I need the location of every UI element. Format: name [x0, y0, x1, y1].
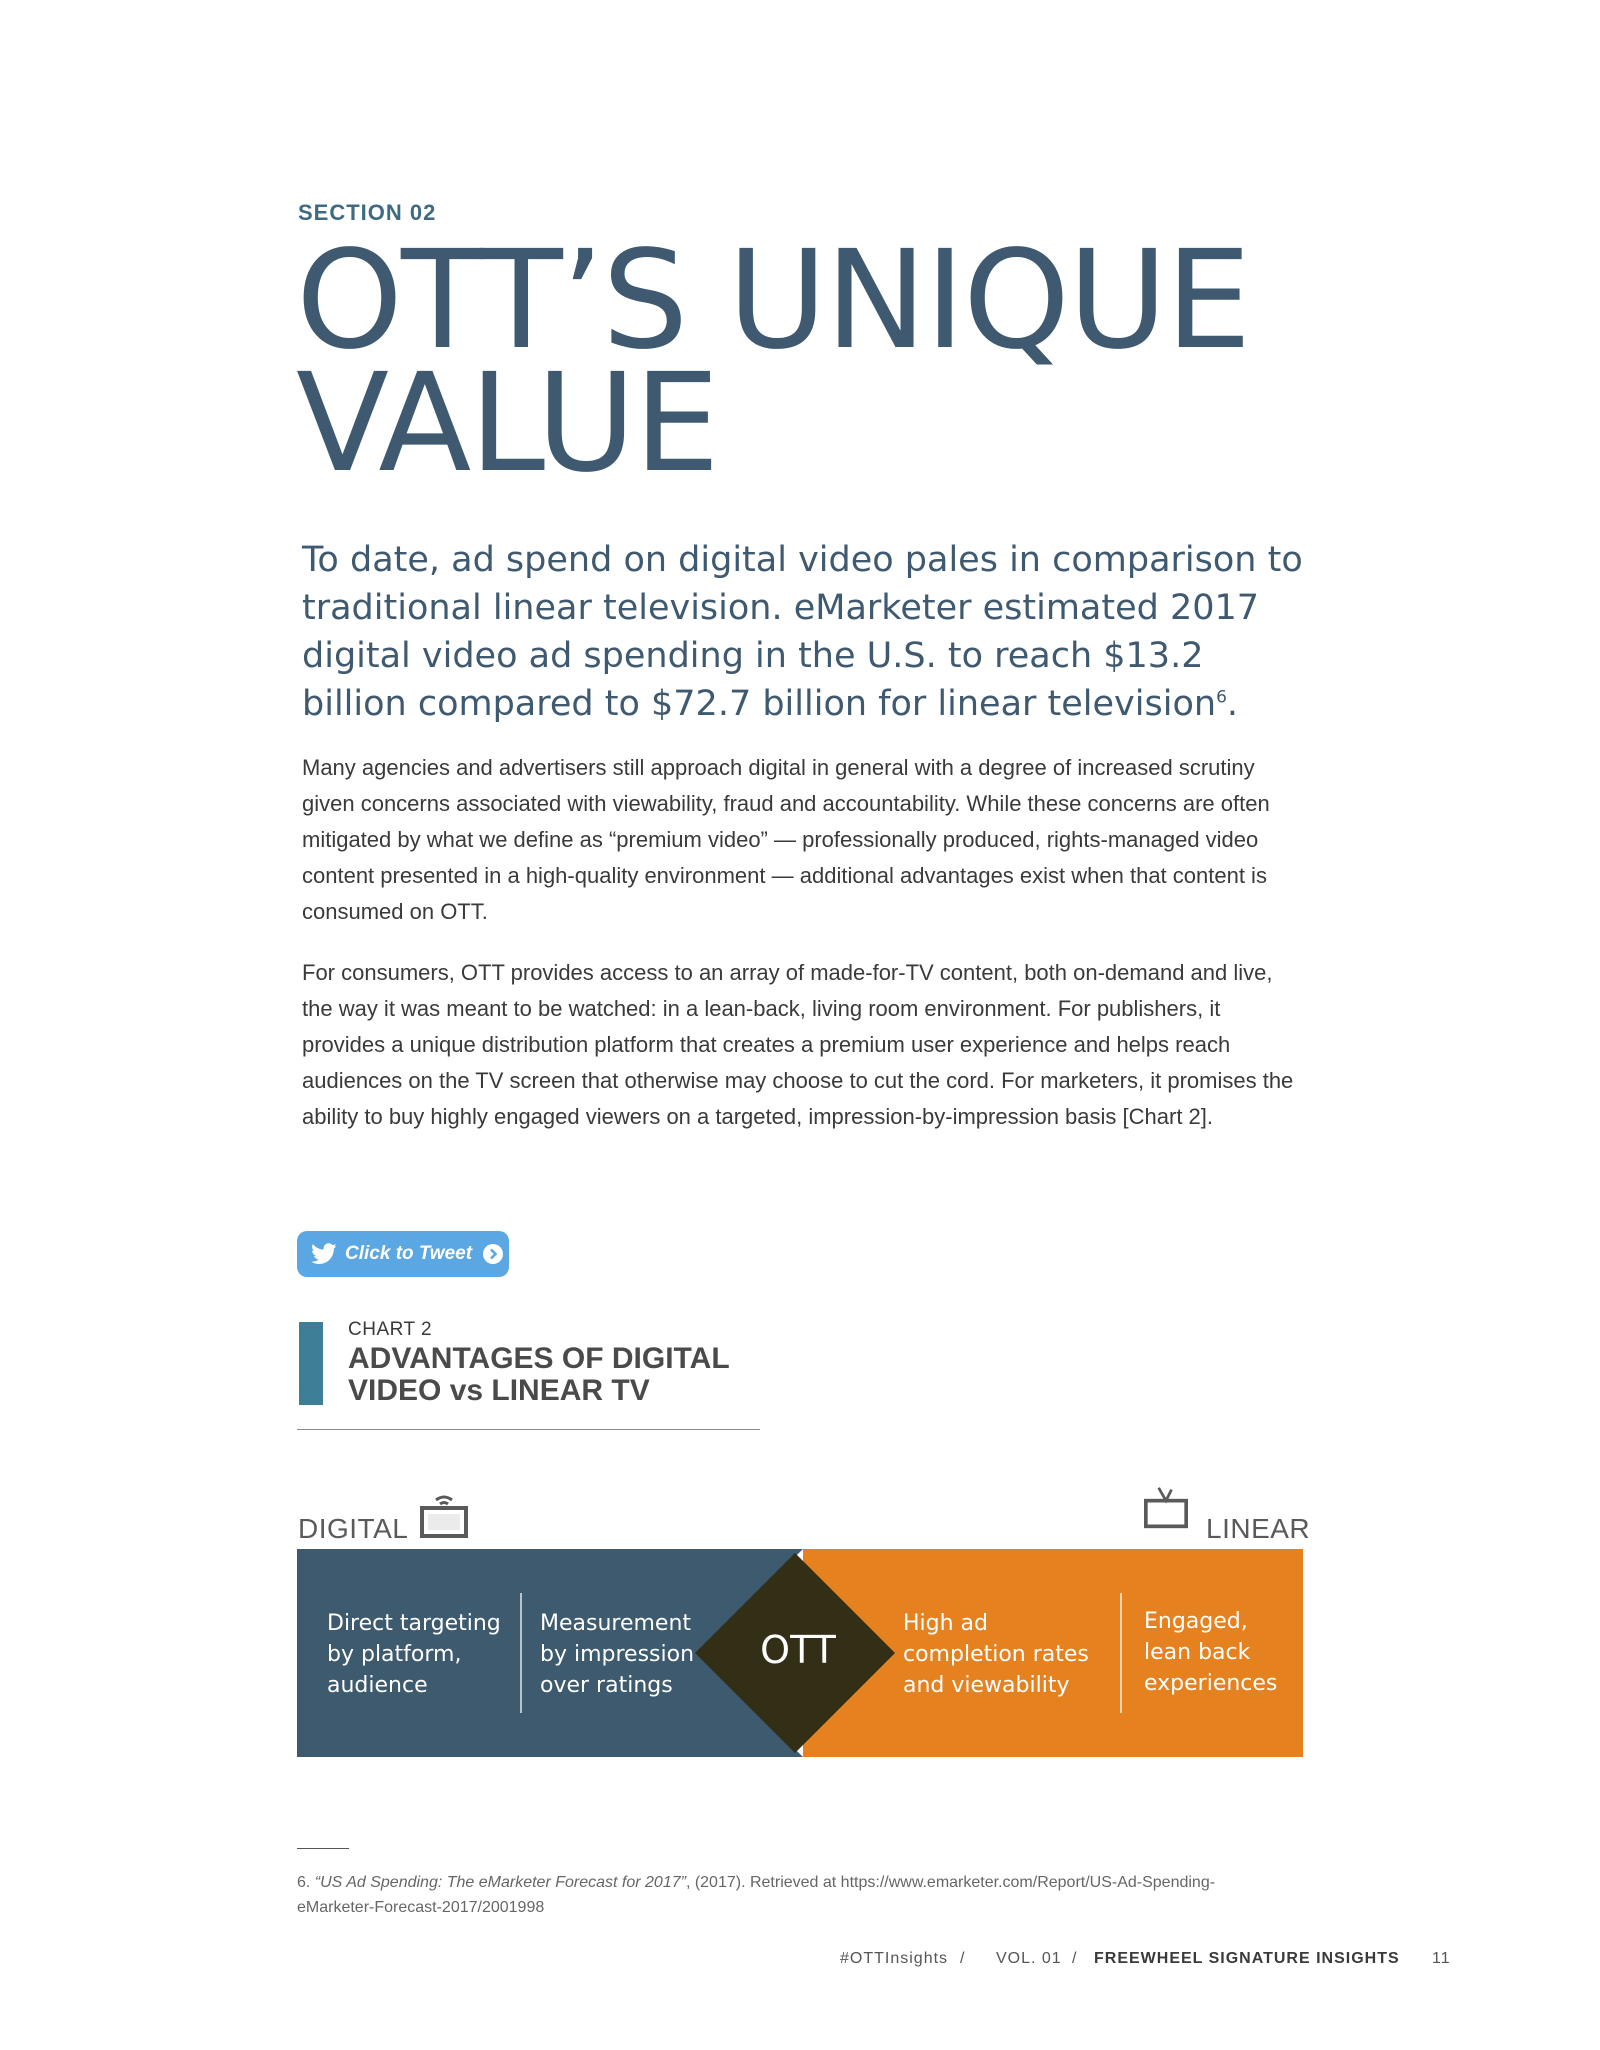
footnote-divider — [297, 1848, 349, 1849]
section-label: SECTION 02 — [298, 200, 437, 225]
body-paragraph-2: For consumers, OTT provides access to an array of made-for-TV content, both on-demand and live, the way it was meant to be watched: in a lean-back, living room environment. For publishers, it provides a unique distribution platform that creates a premium user experience and helps reach audiences on the TV screen that otherwise may choose to cut the cord. For marketers, it promises the ability to buy highly engaged viewers on a targeted, impression-by-impression basis [Chart 2]. — [302, 960, 1294, 1129]
smart-tv-icon — [420, 1494, 468, 1538]
cell-line: by platform, — [327, 1642, 462, 1667]
linear-label: LINEAR — [1206, 1513, 1311, 1544]
twitter-bird-icon — [311, 1243, 337, 1265]
footer-volume: VOL. 01 — [996, 1950, 1062, 1967]
click-to-tweet-button[interactable] — [297, 1231, 509, 1277]
antenna-tv-icon — [1142, 1486, 1190, 1530]
footnote-ref[interactable]: 6 — [1216, 687, 1227, 708]
page-title — [296, 222, 1396, 503]
cell-line: audience — [327, 1673, 428, 1698]
cell-line: over ratings — [540, 1673, 673, 1698]
footnote-number: 6. — [297, 1874, 315, 1891]
body-paragraph-1: Many agencies and advertisers still approach digital in general with a degree of increased scrutiny given concerns associated with viewability, fraud and accountability. While these concerns are often mitigated by what we define as “premium video” — professionally produced, rights-managed video content presented in a high-quality environment — additional advantages exist when that content is consumed on OTT. — [302, 755, 1270, 924]
cell-line: lean back — [1144, 1640, 1251, 1665]
cell-line: by impression — [540, 1642, 695, 1667]
footnote-citation[interactable]: , (2017). Retrieved at https://www.emarketer.com/Report/US-Ad-Spending-eMarketer-Forecast-2017/2001998 — [297, 1874, 1216, 1916]
ott-label: OTT — [760, 1628, 836, 1672]
footer-publication: FREEWHEEL SIGNATURE INSIGHTS — [1094, 1950, 1400, 1967]
cell-line: completion rates — [903, 1642, 1089, 1667]
advantage-measurement — [540, 1608, 720, 1701]
lead-end: . — [1226, 684, 1239, 724]
chart-divider — [297, 1429, 760, 1430]
footer-hashtag[interactable]: #OTTInsights — [840, 1950, 949, 1967]
cell-line: and viewability — [903, 1673, 1070, 1698]
chart-accent-bar — [299, 1322, 323, 1405]
footnote-source-title: “US Ad Spending: The eMarketer Forecast for 2017” — [314, 1874, 686, 1891]
footnote — [297, 1870, 1257, 1920]
chart-title-line1: ADVANTAGES OF DIGITAL — [348, 1342, 730, 1375]
page-title-line2: VALUE — [296, 345, 718, 503]
cell-line: Engaged, — [1144, 1609, 1248, 1634]
lead-paragraph — [302, 536, 1312, 728]
chart-number: CHART 2 — [348, 1319, 433, 1340]
footer-separator: / — [960, 1950, 966, 1967]
lead-text: To date, ad spend on digital video pales in comparison to traditional linear television. eMarketer estimated 2017 digital video ad spending in the U.S. to reach $13.2 billion compared to $72.7 billion for linear television — [302, 540, 1303, 724]
cell-line: Measurement — [540, 1611, 692, 1636]
tweet-label: Click to Tweet — [345, 1243, 473, 1264]
advantage-direct-targeting — [327, 1608, 517, 1701]
chevron-right-circle-icon — [482, 1243, 504, 1265]
advantage-completion-rates — [903, 1608, 1103, 1701]
cell-line: experiences — [1144, 1671, 1278, 1696]
cell-line: Direct targeting — [327, 1611, 501, 1636]
page-number: 11 — [1432, 1950, 1451, 1967]
digital-label: DIGITAL — [298, 1513, 409, 1544]
chart-title-line2: VIDEO vs LINEAR TV — [348, 1374, 650, 1407]
advantage-engaged-experiences — [1144, 1606, 1294, 1699]
footer-separator: / — [1072, 1950, 1078, 1967]
cell-line: High ad — [903, 1611, 989, 1636]
page-title-line1: OTT’S UNIQUE — [296, 222, 1250, 380]
chart-title — [348, 1343, 730, 1407]
